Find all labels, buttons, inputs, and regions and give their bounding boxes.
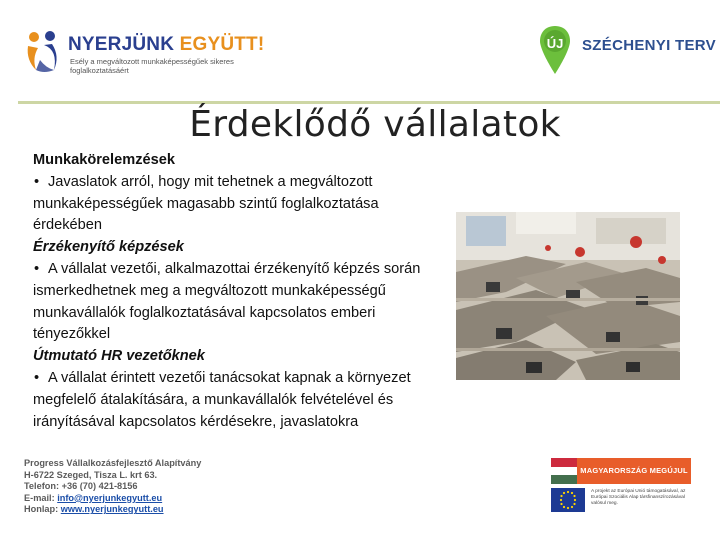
bullet-item xyxy=(33,368,443,433)
footer-email: E-mail: info@nyerjunkegyutt.eu xyxy=(24,492,163,503)
bullet-icon: • xyxy=(34,173,40,190)
bullet-icon: • xyxy=(34,369,40,386)
logo-tagline: Esély a megváltozott munkaképességűek sikeres foglalkoztatásáért xyxy=(70,57,234,75)
bullet-text: A vállalat érintett vezetői tanácsokat kapnak a környezet megfelelő átalakítására, a munkavállalók felvételével és irányításával kapcsolatos kérdésekre, javaslatokra xyxy=(33,369,411,430)
section-heading: Érzékenyítő képzések xyxy=(33,239,184,256)
footer-phone: Telefon: +36 (70) 421-8156 xyxy=(24,481,138,492)
section-heading: Munkakörelemzések xyxy=(33,152,175,168)
nyerjunk-egyutt-logo xyxy=(24,28,265,78)
website-link[interactable]: www.nyerjunkegyutt.eu xyxy=(60,504,164,515)
badge-hu-text: MAGYARORSZÁG MEGÚJUL xyxy=(577,458,691,484)
bullet-item xyxy=(33,259,443,346)
footer-address: H-6722 Szeged, Tisza L. krt 63. xyxy=(24,469,158,480)
szechenyi-terv-logo xyxy=(536,24,716,80)
hungarian-flag-icon xyxy=(551,458,577,484)
footer-contact xyxy=(24,458,244,516)
eu-funding-badge xyxy=(551,487,701,513)
bullet-text: A vállalat vezetői, alkalmazottai érzékenyítő képzés során ismerkedhetnek meg a megváltozott munkaképességű munkavállalók foglalkoztatásával kapcsolatos emberi tényezőkkel xyxy=(33,260,421,343)
logo-name: SZÉCHENYI TERV xyxy=(582,37,716,54)
people-figure-icon xyxy=(24,30,64,74)
office-photo xyxy=(456,212,680,380)
slide-title: Érdeklődő vállalatok xyxy=(189,104,561,145)
email-link[interactable]: info@nyerjunkegyutt.eu xyxy=(57,492,163,503)
bullet-item xyxy=(33,172,443,237)
bullet-icon: • xyxy=(34,260,40,277)
bullet-text: Javaslatok arról, hogy mit tehetnek a megváltozott munkaképességűek magasabb szintű foglalkoztatása érdekében xyxy=(33,173,379,234)
footer-org: Progress Vállalkozásfejlesztő Alapítvány xyxy=(24,458,202,468)
slide-body xyxy=(33,150,443,433)
logo-mark-text: ÚJ xyxy=(546,36,564,51)
magyarorszag-megujul-badge xyxy=(551,458,691,484)
eu-flag-icon xyxy=(551,488,585,512)
footer-web: Honlap: www.nyerjunkegyutt.eu xyxy=(24,504,164,515)
badge-eu-text: A projekt az Európai Unió támogatásával, az Európai Szociális Alap társfinanszírozásával valósul meg. xyxy=(591,489,686,506)
section-heading: Útmutató HR vezetőknek xyxy=(33,348,205,365)
logo-brand-text: NYERJÜNK EGYÜTT! xyxy=(68,34,265,55)
